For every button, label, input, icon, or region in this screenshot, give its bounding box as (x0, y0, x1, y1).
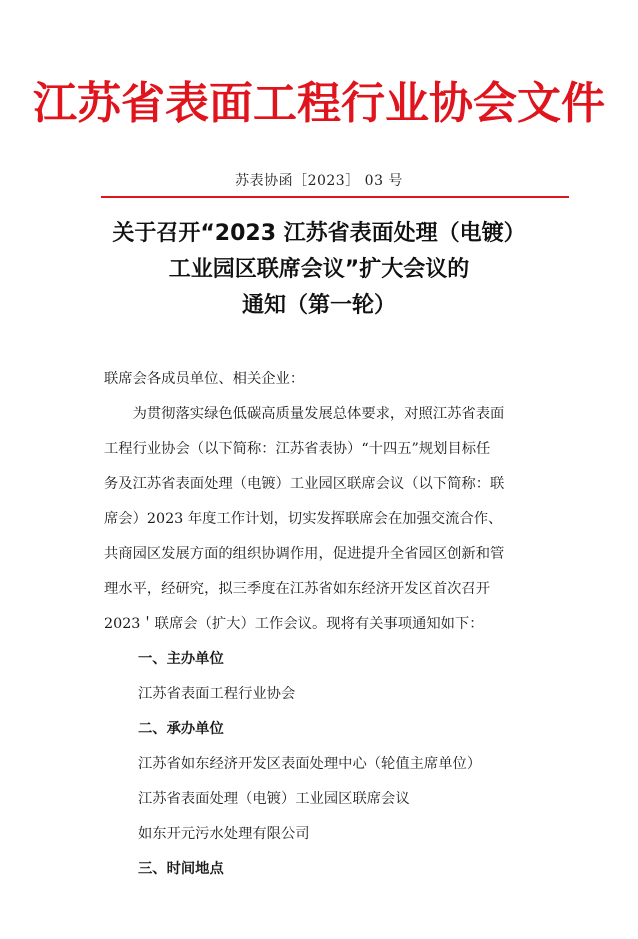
intro-line: 席会）2023 年度工作计划，切实发挥联席会在加强交流合作、 (104, 511, 503, 527)
intro-line: 为贯彻落实绿色低碳高质量发展总体要求，对照江苏省表面 (132, 406, 505, 422)
salutation: 联席会各成员单位、相关企业： (104, 371, 305, 387)
intro-line: 务及江苏省表面处理（电镀）工业园区联席会议（以下简称：联 (104, 476, 505, 492)
notice-body (104, 362, 576, 887)
section-heading-time-location: 三、时间地点 (138, 861, 224, 877)
section-heading-organizer: 一、主办单位 (138, 651, 224, 667)
section-item: 江苏省如东经济开发区表面处理中心（轮值主席单位） (138, 756, 482, 772)
intro-paragraph (104, 397, 576, 642)
section-heading-co-organizer: 二、承办单位 (138, 721, 224, 737)
intro-line: 2023＇联席会（扩大）工作会议。现将有关事项通知如下： (104, 616, 484, 632)
intro-line: 理水平，经研究，拟三季度在江苏省如东经济开发区首次召开 (104, 581, 491, 597)
red-divider-line (101, 196, 569, 198)
notice-title-line-3: 通知（第一轮） (241, 293, 396, 318)
intro-line: 共商园区发展方面的组织协调作用，促进提升全省园区创新和管 (104, 546, 505, 562)
notice-title-line-2: 工业园区联席会议”扩大会议的 (168, 257, 470, 282)
notice-title (0, 216, 638, 324)
intro-line: 工程行业协会（以下简称：江苏省表协）“十四五”规划目标任 (104, 441, 491, 457)
document-header-title: 江苏省表面工程行业协会文件 (33, 78, 605, 129)
notice-title-line-1: 关于召开“2023 江苏省表面处理（电镀） (112, 221, 526, 246)
document-number: 苏表协函［2023］ 03 号 (235, 173, 403, 189)
section-item: 江苏省表面工程行业协会 (138, 686, 296, 702)
section-item: 江苏省表面处理（电镀）工业园区联席会议 (138, 791, 410, 807)
section-item: 如东开元污水处理有限公司 (138, 826, 310, 842)
